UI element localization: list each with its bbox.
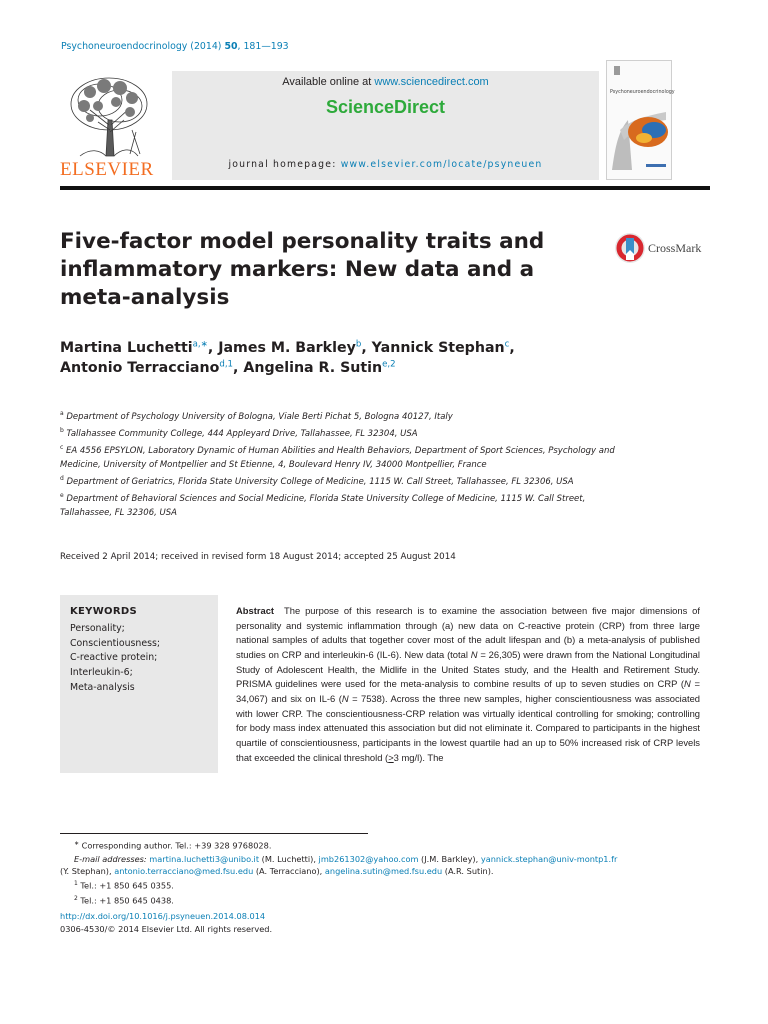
- telephone-note: $^2$ Tel.: +1 850 645 0438.: [74, 894, 174, 906]
- cover-journal-title: Psychoneuroendocrinology: [610, 90, 675, 95]
- keyword-item: Personality;: [70, 623, 125, 634]
- journal-citation[interactable]: Psychoneuroendocrinology (2014) 50, 181—193: [61, 41, 289, 52]
- doi-link[interactable]: http://dx.doi.org/10.1016/j.psyneuen.2014.08.014: [60, 911, 266, 921]
- author: James M. Barkley$^b$,: [218, 339, 372, 356]
- affiliation-item: $^d$ Department of Geriatrics, Florida State University College of Medicine, 1115 W. Call Street, Tallahassee, FL 32306, USA: [60, 475, 574, 487]
- email-addresses-continued: (Y. Stephan), antonio.terracciano@med.fsu.edu (A. Terracciano), angelina.sutin@med.fsu.edu (A.R. Sutin).: [60, 866, 494, 877]
- keyword-item: Meta-analysis: [70, 681, 135, 693]
- received-dates: Received 2 April 2014; received in revised form 18 August 2014; accepted 25 August 2014: [60, 552, 456, 562]
- footnotes: [60, 838, 720, 907]
- abstract-text: Abstract The purpose of this research is to examine the association between five major dimensions of personality and systemic inflammation through (a) new data on C-reactive protein (CRP) from three large national samples of adults that together cover most of the adult lifespan and (b) a meta-analysis of published studies on CRP and interleukin-6 (IL-6). New data (total N = 26,305) were drawn from the National Longitudinal Study of Adolescent Health, the Midlife in the United States study, and the Health and Retirement Study. PRISMA guidelines were used for the meta-analysis to combine results of up to seven studies on CRP (N = 34,067) and six on IL-6 (N = 7538). Across the three new samples, higher conscientiousness was associated with lower CRP. The conscientiousness-CRP relation was virtually identical controlling for smoking; controlling for body mass index attenuated this association but did not eliminate it. Compared to participants in the highest quartile of conscientiousness, participants in the lowest quartile had an up to 50% increased risk of CRP levels that exceeded the clinical threshold (>3 mg/l). The: [236, 605, 700, 763]
- header-rule: [60, 186, 710, 190]
- elsevier-wordmark: ELSEVIER: [60, 159, 154, 180]
- keywords-heading: KEYWORDS: [70, 606, 137, 617]
- journal-homepage: journal homepage: www.elsevier.com/locate/psyneuen: [228, 159, 543, 170]
- copyright: 0306-4530/© 2014 Elsevier Ltd. All rights reserved.: [60, 924, 273, 934]
- affiliation-item: $^c$ EA 4556 EPSYLON, Laboratory Dynamic of Human Abilities and Health Behaviors, Department of Sport Sciences, Psychology and Medicine, University of Montpellier and St Etienne, 4, Boulevard Henry IV, 34000 Montpellier, France: [60, 444, 615, 470]
- journal-homepage-link[interactable]: www.elsevier.com/locate/psyneuen: [340, 159, 543, 170]
- author-list: [60, 338, 620, 378]
- telephone-note: $^1$ Tel.: +1 850 645 0355.: [74, 880, 174, 891]
- sciencedirect-link[interactable]: www.sciencedirect.com: [374, 76, 489, 88]
- article-title: Five-factor model personality traits and inflammatory markers: New data and a meta-analysis: [60, 229, 545, 310]
- email-link[interactable]: yannick.stephan@univ-montp1.fr: [480, 853, 618, 864]
- email-link[interactable]: antonio.terracciano@med.fsu.edu: [114, 866, 254, 877]
- email-link[interactable]: angelina.sutin@med.fsu.edu: [324, 866, 443, 877]
- available-online: Available online at www.sciencedirect.com: [282, 76, 489, 88]
- email-link[interactable]: jmb261302@yahoo.com: [318, 853, 419, 864]
- journal-cover-art: [606, 60, 672, 180]
- email-addresses: E-mail addresses: martina.luchetti3@unibo.it (M. Luchetti), jmb261302@yahoo.com (J.M. Barkley), yannick.stephan@univ-montp1.fr: [74, 853, 618, 864]
- keyword-item: Interleukin-6;: [70, 667, 133, 679]
- affiliations: [60, 407, 620, 520]
- affiliation-item: $^a$ Department of Psychology University of Bologna, Viale Berti Pichat 5, Bologna 40127, Italy: [60, 410, 453, 422]
- crossmark-icon[interactable]: [614, 232, 646, 264]
- keywords-list: [70, 622, 160, 696]
- keyword-item: C-reactive protein;: [70, 652, 158, 664]
- sciencedirect-logo[interactable]: ScienceDirect: [325, 97, 446, 117]
- crossmark-label[interactable]: CrossMark: [648, 241, 702, 255]
- corresponding-author-note: ∗ Corresponding author. Tel.: +39 328 9768028.: [74, 840, 272, 851]
- footnote-rule: [60, 833, 368, 834]
- author: Yannick Stephan$^c$,: [371, 339, 515, 356]
- author: Martina Luchetti$^{a,∗}$,: [60, 339, 219, 356]
- abstract-label: Abstract: [236, 605, 275, 616]
- keyword-item: Conscientiousness;: [70, 637, 161, 649]
- email-link[interactable]: martina.luchetti3@unibo.it: [149, 853, 260, 864]
- author: Antonio Terracciano$^{d,1}$,: [60, 359, 244, 376]
- author: Angelina R. Sutin$^{e,2}$: [243, 359, 396, 376]
- affiliation-item: $^e$ Department of Behavioral Sciences and Social Medicine, Florida State University College of Medicine, 1115 W. Call Street, Tallahassee, FL 32306, USA: [60, 492, 586, 518]
- affiliation-item: $^b$ Tallahassee Community College, 444 Appleyard Drive, Tallahassee, FL 32304, USA: [60, 427, 418, 440]
